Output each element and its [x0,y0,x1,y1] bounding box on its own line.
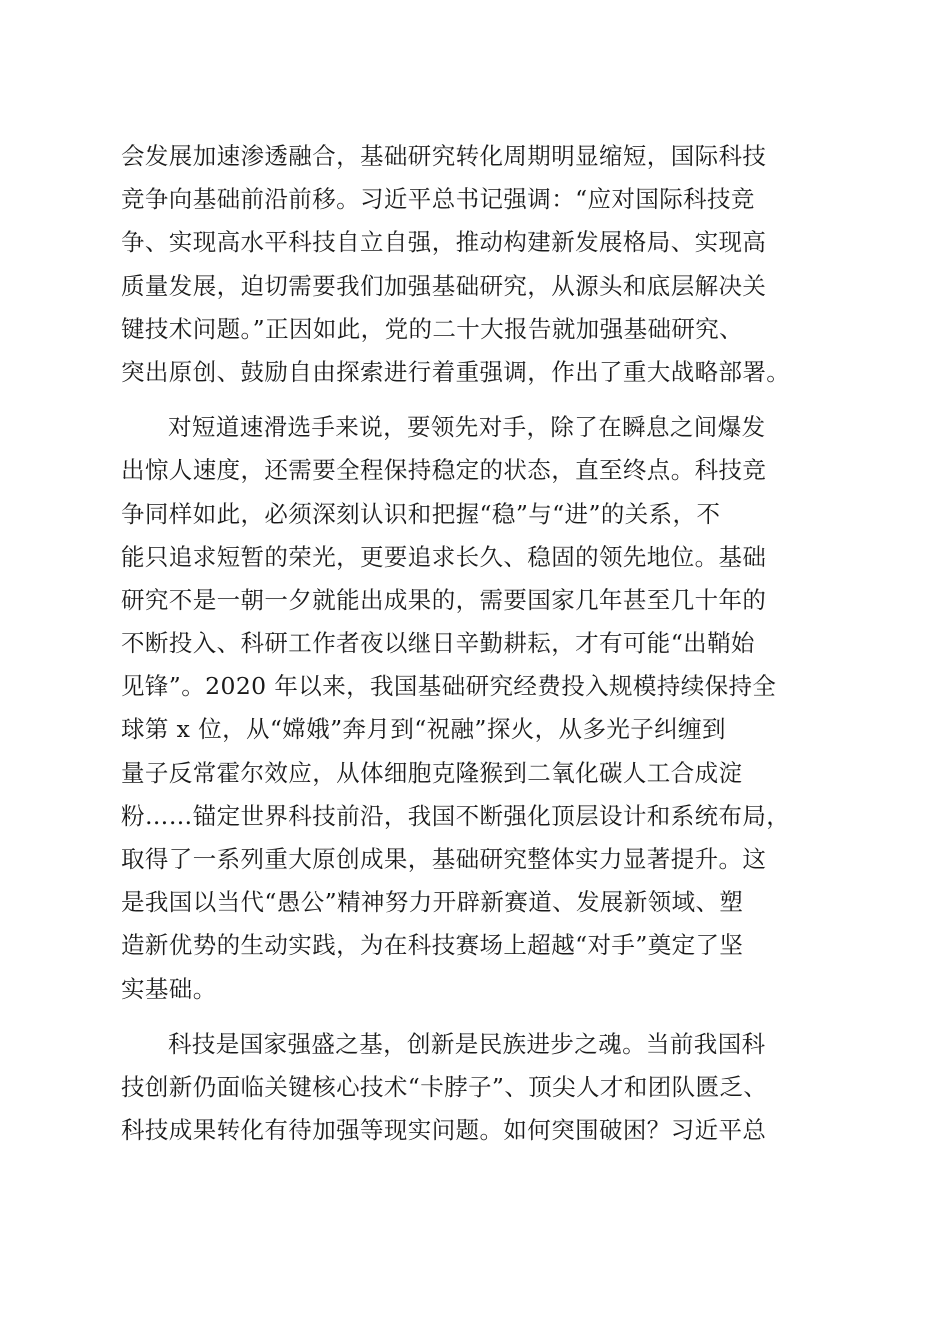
text-line: 质量发展，迫切需要我们加强基础研究，从源头和底层解决关 [121,271,767,300]
text-line: 科技成果转化有待加强等现实问题。如何突围破困？习近平总 [121,1116,767,1145]
paragraph-2 [121,406,831,1011]
text-line: 能只追求短暂的荣光，更要追求长久、稳固的领先地位。基础 [121,542,767,571]
text-line: 科技是国家强盛之基，创新是民族进步之魂。当前我国科 [168,1029,766,1058]
paragraph-3 [121,1023,831,1153]
text-line: 会发展加速渗透融合，基础研究转化周期明显缩短，国际科技 [121,142,767,170]
text-line: 对短道速滑选手来说，要领先对手，除了在瞬息之间爆发 [168,413,766,442]
text-line: 球第 x 位，从“嫦娥”奔月到“祝融”探火，从多光子纠缠到 [121,715,726,744]
text-line: 突出原创、鼓励自由探索进行着重强调，作出了重大战略部署。 [121,357,791,386]
text-line: 争同样如此，必须深刻认识和把握“稳”与“进”的关系，不 [121,499,721,528]
text-line: 出惊人速度，还需要全程保持稳定的状态，直至终点。科技竞 [121,456,767,485]
paragraph-1 [121,135,831,394]
text-line: 见锋”。2020 年以来，我国基础研究经费投入规模持续保持全 [121,672,777,701]
text-line: 键技术问题。”正因如此，党的二十大报告就加强基础研究、 [121,314,744,343]
text-line: 造新优势的生动实践，为在科技赛场上超越“对手”奠定了坚 [121,931,744,960]
text-line: 量子反常霍尔效应，从体细胞克隆猴到二氧化碳人工合成淀 [121,758,743,787]
text-line: 是我国以当代“愚公”精神努力开辟新赛道、发展新领域、塑 [121,888,744,917]
text-line: 粉……锚定世界科技前沿，我国不断强化顶层设计和系统布局， [121,801,791,830]
text-line: 竞争向基础前沿前移。习近平总书记强调：“应对国际科技竞 [121,185,755,214]
paragraph-spacer [121,394,831,406]
text-line: 研究不是一朝一夕就能出成果的，需要国家几年甚至几十年的 [121,585,767,614]
paragraph-spacer [121,1011,831,1023]
text-line: 争、实现高水平科技自立自强，推动构建新发展格局、实现高 [121,228,767,257]
text-line: 技创新仍面临关键核心技术“卡脖子”、顶尖人才和团队匮乏、 [121,1072,768,1101]
text-line: 取得了一系列重大原创成果，基础研究整体实力显著提升。这 [121,845,767,873]
text-line: 不断投入、科研工作者夜以继日辛勤耕耘，才有可能“出鞘始 [121,629,755,658]
text-line: 实基础。 [121,974,217,1003]
document-body [121,135,831,1152]
